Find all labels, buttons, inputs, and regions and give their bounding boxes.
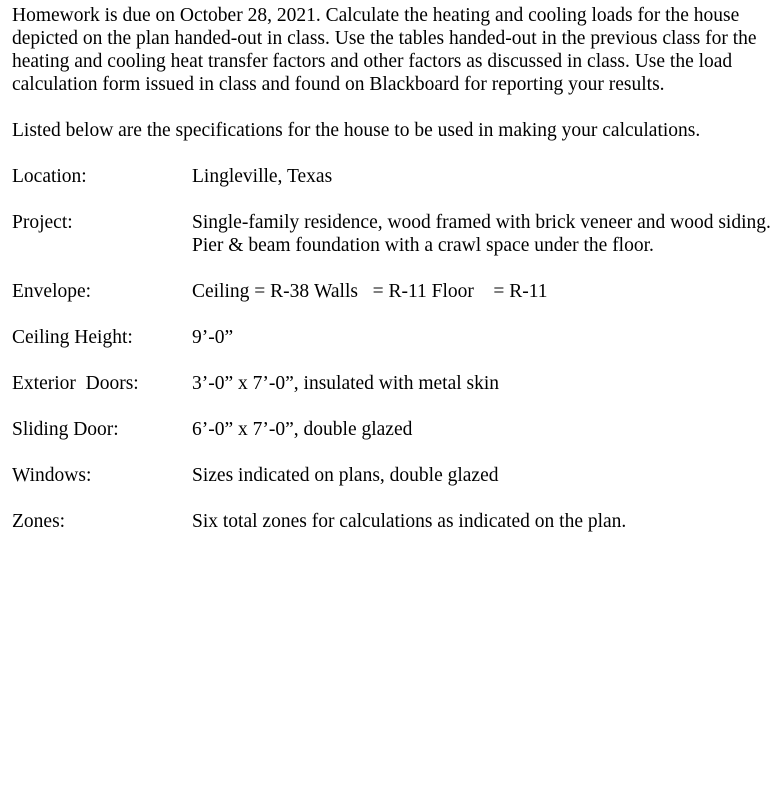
spec-values-project (192, 211, 777, 257)
intro-paragraph: Homework is due on October 28, 2021. Calculate the heating and cooling loads for the house depicted on the plan handed-out in class. Use the tables handed-out in the previous class for the heating and cooling heat transfer factors and other factors as discussed in class. Use the load calculation form issued in class and found on Blackboard for reporting your results. (12, 5, 757, 95)
spec-project (12, 211, 777, 257)
spec-value-exterior-doors: 3’-0” x 7’-0”, insulated with metal skin (192, 373, 500, 394)
spec-value-location: Lingleville, Texas (192, 166, 333, 187)
spec-value-project-construction: Single-family residence, wood framed with brick veneer and wood siding. (192, 212, 771, 233)
spacer (12, 96, 777, 119)
spec-values-exterior-doors (192, 372, 777, 395)
spec-label-windows: Windows: (12, 465, 92, 486)
spec-value-zones: Six total zones for calculations as indicated on the plan. (192, 511, 627, 532)
spec-value-envelope-floor: Floor = R-11 (431, 281, 548, 302)
spec-values-location (192, 165, 777, 188)
spec-label-project: Project: (12, 212, 73, 233)
spec-label-ceiling-height: Ceiling Height: (12, 327, 133, 348)
spec-values-windows (192, 464, 777, 487)
spec-values-zones (192, 510, 777, 533)
spec-values-ceiling-height (192, 326, 777, 349)
spec-sliding-door (12, 418, 777, 441)
spec-zones (12, 510, 777, 533)
spec-label-zones: Zones: (12, 511, 66, 532)
specs-intro-paragraph: Listed below are the specifications for the house to be used in making your calculations. (12, 120, 701, 141)
spec-label-location: Location: (12, 166, 87, 187)
spec-location (12, 165, 777, 188)
spec-label-envelope: Envelope: (12, 281, 92, 302)
spec-values-sliding-door (192, 418, 777, 441)
spec-value-ceiling-height: 9’-0” (192, 327, 234, 348)
spec-value-project-foundation: Pier & beam foundation with a crawl space under the floor. (192, 235, 654, 256)
spec-value-envelope-ceiling: Ceiling = R-38 (192, 281, 310, 302)
spec-value-windows: Sizes indicated on plans, double glazed (192, 465, 499, 486)
spec-exterior-doors (12, 372, 777, 395)
spec-label-exterior-doors: Exterior Doors: (12, 373, 139, 394)
spec-windows (12, 464, 777, 487)
spec-envelope (12, 280, 777, 303)
spec-values-envelope (192, 280, 777, 303)
spec-value-sliding-door: 6’-0” x 7’-0”, double glazed (192, 419, 413, 440)
spec-label-sliding-door: Sliding Door: (12, 419, 119, 440)
document-page (12, 4, 777, 533)
spec-ceiling-height (12, 326, 777, 349)
spec-value-envelope-walls: Walls = R-11 (314, 281, 427, 302)
